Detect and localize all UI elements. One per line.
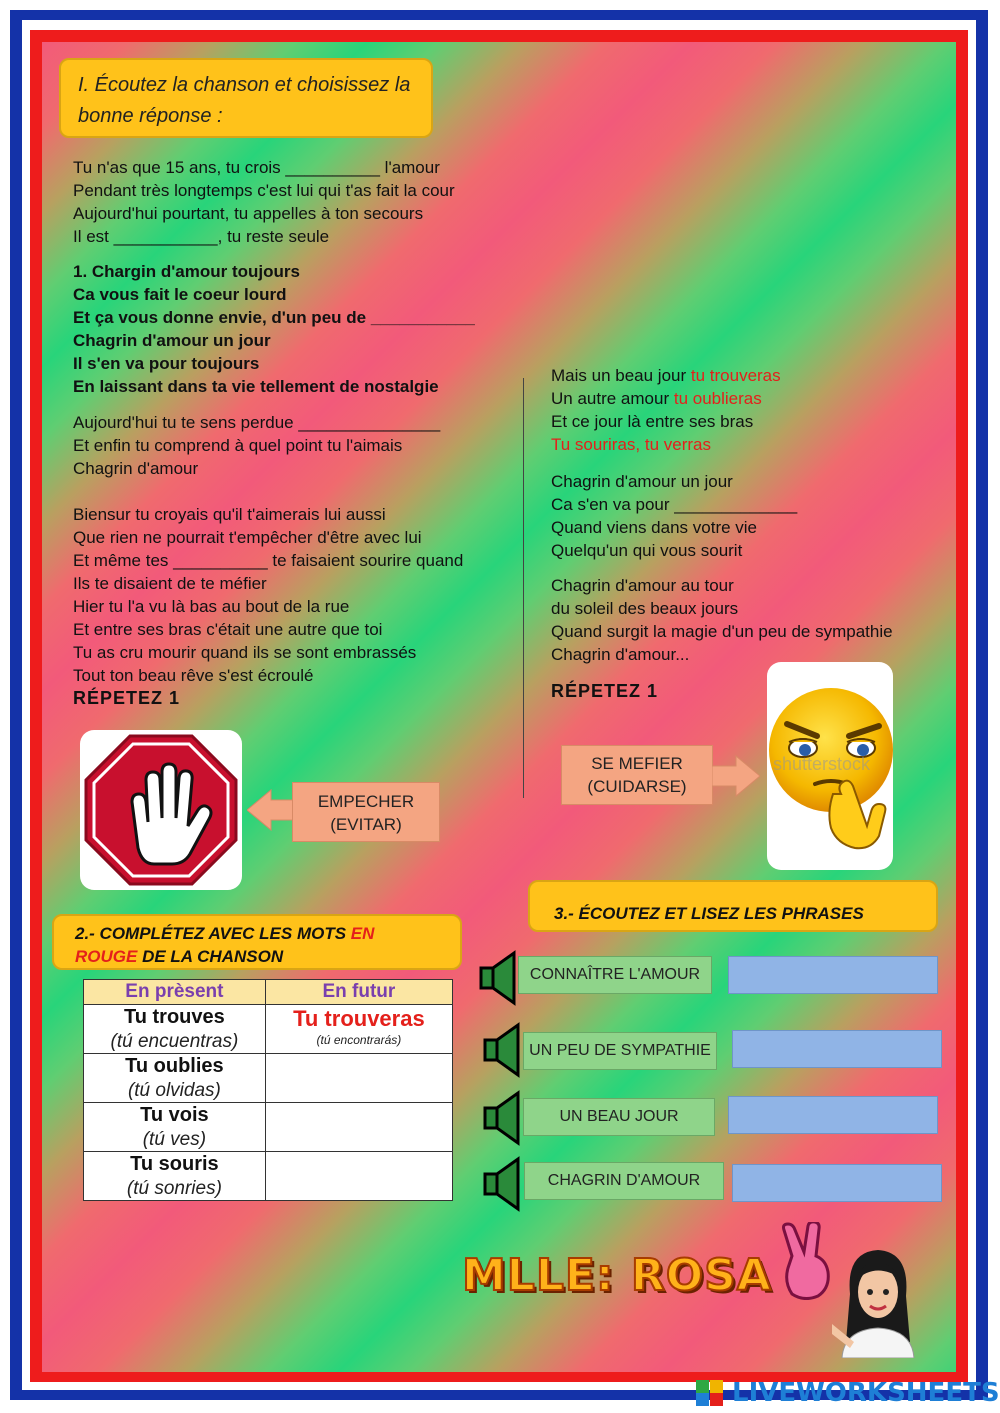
answer-field[interactable] [728,956,938,994]
lyric-line: Que rien ne pourrait t'empêcher d'être avec lui [73,528,422,547]
cell-present [84,1103,266,1152]
lyric-line: Quelqu'un qui vous sourit [551,541,743,560]
lyric-line: du soleil des beaux jours [551,599,739,618]
lyric-text: Mais un beau jour [551,366,691,385]
verse-1 [73,156,455,248]
table-header-row [84,980,453,1005]
red-word: tu oublieras [673,389,762,408]
cell-present [84,1005,266,1054]
header-future: En futur [265,980,452,1005]
stop-sign-image [80,730,242,890]
lyric-line: Chagrin d'amour [73,459,199,478]
title-red-word: EN [350,924,375,943]
section3-title: 3.- ÉCOUTEZ ET LISEZ LES PHRASES [528,880,938,932]
table-row [84,1103,453,1152]
column-divider [523,378,524,798]
lyric-line: Hier tu l'a vu là bas au bout de la rue [73,597,350,616]
teacher-avatar [832,1246,922,1358]
answer-field[interactable] [732,1030,942,1068]
lyric-line: Aujourd'hui tu te sens perdue _______________ [73,413,441,432]
repeat-left: RÉPETEZ 1 [73,688,181,708]
hint-word: SE MEFIER [591,754,683,773]
lyric-line: Quand viens dans votre vie [551,518,758,537]
section1-title-line2: bonne réponse : [78,105,223,127]
future-answer-cell[interactable] [265,1103,452,1152]
left-arrow-icon [247,788,295,832]
section1-title [59,58,433,138]
cell-future-example [265,1005,452,1054]
table-row [84,1054,453,1103]
suspicious-emoji-image [767,662,893,870]
lyric-line [551,387,781,410]
lyric-line: Et entre ses bras c'était une autre que toi [73,620,383,639]
present-translation: (tú encuentras) [110,1031,239,1052]
lyric-line [551,364,781,387]
red-word: tu trouveras [690,366,781,385]
lyric-line: Ca s'en va pour _____________ [551,495,798,514]
lyric-line: Biensur tu croyais qu'il t'aimerais lui aussi [73,505,386,524]
chorus-line: Ca vous fait le coeur lourd [73,285,287,304]
right-arrow-icon [712,754,760,798]
section1-title-line1: I. Écoutez la chanson et choisissez la [78,74,411,96]
hint-se-mefier [561,745,713,805]
cell-present [84,1054,266,1103]
phrase-box: UN BEAU JOUR [523,1098,715,1136]
hint-translation: (CUIDARSE) [587,777,687,796]
title-red-word: ROUGE [75,947,138,966]
lyric-line: Ils te disaient de te méfier [73,574,267,593]
title-text: DE LA CHANSON [137,947,284,966]
speaker-icon[interactable] [482,1022,524,1078]
right-stanza-3 [551,574,893,666]
lyric-line: Tout ton beau rêve s'est écroulé [73,666,314,685]
verse-2 [73,411,440,480]
future-form: Tu trouveras [293,1006,425,1031]
lyric-line: Quand surgit la magie d'un peu de sympathie [551,622,893,641]
section2-title-line2 [75,945,460,968]
chorus-line: Chagrin d'amour un jour [73,331,271,350]
right-stanza-2 [551,470,797,562]
right-stanza-1 [551,364,781,456]
section2-title-line1 [75,922,460,945]
worksheet [42,42,956,1372]
chorus-line: Et ça vous donne envie, d'un peu de ___________ [73,308,475,327]
lyric-line: Chagrin d'amour au tour [551,576,734,595]
speaker-icon[interactable] [482,1156,524,1212]
table-row [84,1152,453,1201]
lyric-line: Et ce jour là entre ses bras [551,412,754,431]
header-present: En prèsent [84,980,266,1005]
speaker-icon[interactable] [478,950,520,1006]
phrase-box: UN PEU DE SYMPATHIE [523,1032,717,1070]
present-translation: (tú ves) [142,1129,207,1150]
chorus [73,260,475,398]
future-answer-cell[interactable] [265,1054,452,1103]
title-text: 2.- COMPLÉTEZ AVEC LES MOTS [75,924,351,943]
lyric-line: Aujourd'hui pourtant, tu appelles à ton secours [73,204,424,223]
hint-word: EMPECHER [317,792,415,811]
watermark-text: shutterstock [773,754,871,774]
phrase-box: CONNAÎTRE L'AMOUR [518,956,712,994]
stop-hand-icon [80,730,242,890]
hint-empecher [292,782,440,842]
answer-field[interactable] [728,1096,938,1134]
red-lyric-line: Tu souriras, tu verras [551,435,711,454]
lyric-line: Chagrin d'amour un jour [551,472,733,491]
chorus-line: 1. Chargin d'amour toujours [73,262,300,281]
present-form: Tu oublies [125,1055,224,1077]
lyric-line: Et même tes __________ te faisaient sourire quand [73,551,464,570]
present-translation: (tú sonries) [126,1178,222,1199]
lyric-line: Tu n'as que 15 ans, tu crois __________ l'amour [73,158,440,177]
future-answer-cell[interactable] [265,1152,452,1201]
answer-field[interactable] [732,1164,942,1202]
lyric-line: Et enfin tu comprend à quel point tu l'aimais [73,436,403,455]
lyric-line: Chagrin d'amour... [551,645,690,664]
speaker-icon[interactable] [482,1090,524,1146]
cell-present [84,1152,266,1201]
verse-3 [73,503,463,687]
chorus-line: Il s'en va pour toujours [73,354,260,373]
present-form: Tu souris [130,1153,219,1175]
present-form: Tu vois [140,1104,209,1126]
lyric-line: Tu as cru mourir quand ils se sont embrassés [73,643,417,662]
phrase-box: CHAGRIN D'AMOUR [524,1162,724,1200]
repeat-right: RÉPETEZ 1 [551,681,659,701]
lyric-line: Il est ___________, tu reste seule [73,227,330,246]
hint-translation: (EVITAR) [330,815,402,834]
lyric-text: Un autre amour [551,389,674,408]
liveworksheets-brand: LIVEWORKSHEETS [732,1378,1000,1408]
live-badge-icon [696,1380,726,1406]
victory-hand-icon [778,1222,836,1300]
future-translation: (tú encontrarás) [316,1033,402,1047]
table-row [84,1005,453,1054]
section2-title [52,914,462,970]
lyric-line: Pendant très longtemps c'est lui qui t'as fait la cour [73,181,455,200]
present-translation: (tú olvidas) [127,1080,221,1101]
teacher-signature: MLLE: ROSA [462,1250,772,1301]
chorus-line: En laissant dans ta vie tellement de nostalgie [73,377,439,396]
present-form: Tu trouves [124,1006,225,1028]
conjugation-table [83,979,453,1201]
